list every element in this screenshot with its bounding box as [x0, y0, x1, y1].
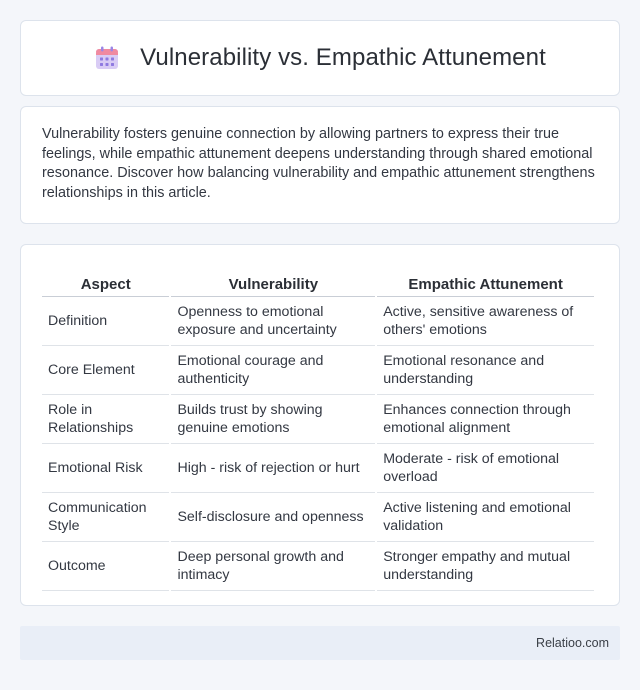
- calendar-icon: [94, 45, 120, 71]
- cell-empathic-attunement: Moderate - risk of emotional overload: [377, 444, 594, 493]
- title-card: [20, 20, 620, 96]
- table-row: [42, 395, 594, 444]
- header-empathic-attunement: Empathic Attunement: [377, 263, 594, 297]
- table-row: [42, 444, 594, 493]
- cell-aspect: Role in Relationships: [42, 395, 169, 444]
- table-row: [42, 493, 594, 542]
- cell-vulnerability: Self-disclosure and openness: [171, 493, 375, 542]
- footer: [20, 626, 620, 660]
- table-header-row: [42, 263, 594, 297]
- header-vulnerability: Vulnerability: [171, 263, 375, 297]
- page-title: Vulnerability vs. Empathic Attunement: [140, 44, 546, 71]
- cell-vulnerability: Openness to emotional exposure and uncertainty: [171, 297, 375, 346]
- cell-aspect: Outcome: [42, 542, 169, 591]
- header-aspect: Aspect: [42, 263, 169, 297]
- cell-empathic-attunement: Active, sensitive awareness of others' emotions: [377, 297, 594, 346]
- comparison-table: [40, 263, 596, 591]
- table-row: [42, 297, 594, 346]
- cell-aspect: Definition: [42, 297, 169, 346]
- table-row: [42, 346, 594, 395]
- cell-empathic-attunement: Active listening and emotional validation: [377, 493, 594, 542]
- footer-brand[interactable]: Relatioo.com: [536, 636, 609, 650]
- cell-empathic-attunement: Enhances connection through emotional alignment: [377, 395, 594, 444]
- cell-vulnerability: Builds trust by showing genuine emotions: [171, 395, 375, 444]
- intro-paragraph: Vulnerability fosters genuine connection by allowing partners to express their true feelings, while empathic attunement deepens understanding through shared emotional resonance. Discover how balancing vulnerability and empathic attunement strengthens relationships in this article.: [42, 126, 595, 201]
- cell-aspect: Core Element: [42, 346, 169, 395]
- intro-card: [20, 106, 620, 224]
- cell-vulnerability: Emotional courage and authenticity: [171, 346, 375, 395]
- cell-aspect: Emotional Risk: [42, 444, 169, 493]
- cell-aspect: Communication Style: [42, 493, 169, 542]
- title-wrap: [94, 44, 546, 72]
- cell-vulnerability: Deep personal growth and intimacy: [171, 542, 375, 591]
- table-row: [42, 542, 594, 591]
- comparison-card: [20, 244, 620, 606]
- cell-empathic-attunement: Stronger empathy and mutual understanding: [377, 542, 594, 591]
- cell-empathic-attunement: Emotional resonance and understanding: [377, 346, 594, 395]
- cell-vulnerability: High - risk of rejection or hurt: [171, 444, 375, 493]
